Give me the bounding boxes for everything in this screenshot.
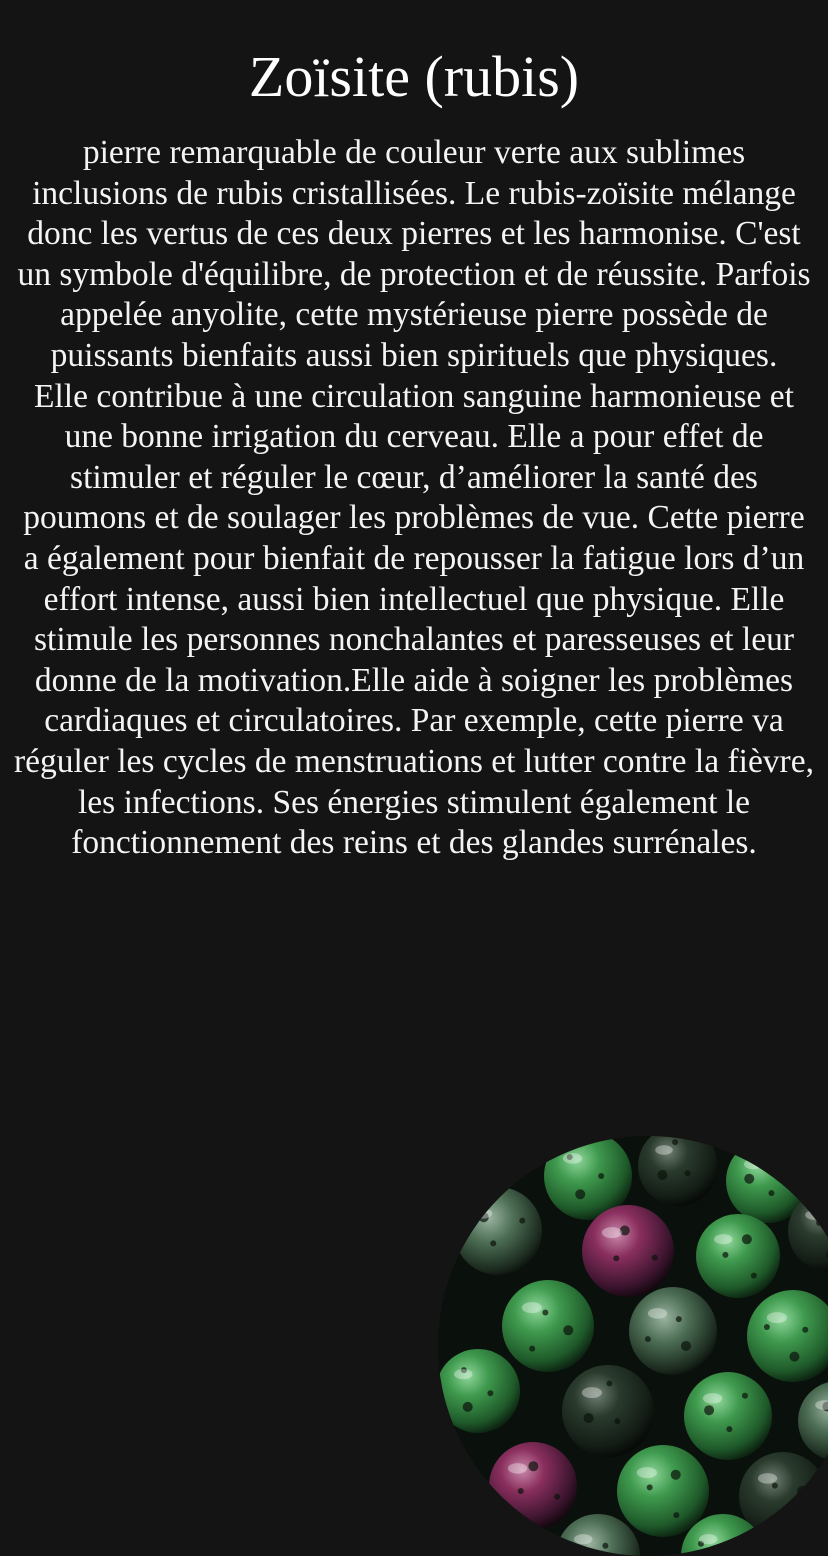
bead-inclusion [742, 1393, 748, 1399]
bead-highlight [454, 1369, 472, 1379]
bead-inclusion [768, 1190, 774, 1196]
bead-inclusion [673, 1512, 679, 1518]
bead-highlight [703, 1393, 722, 1404]
bead-highlight [473, 1208, 492, 1219]
bead-inclusion [465, 1521, 471, 1527]
paragraph-benefits: Elle contribue à une circulation sanguine harmonieuse et une bonne irrigation du cerveau. Elle a pour effet de stimuler et réguler le cœur, d’améliorer la santé des poumons et de soulager les problèmes de vue. Cette pierre a également pour bienfait de repousser la fatigue lors d’un effort intense, aussi bien intellectuel que physique. Elle stimule les personnes nonchalantes et paresseuses et leur donne de la motivation.Elle aide à soigner les problèmes cardiaques et circulatoires. Par exemple, cette pierre va réguler les cycles de menstruations et lutter contre la fièvre, les infections. Ses énergies stimulent également le fonctionnement des reins et des glandes surrénales. [14, 377, 814, 862]
bead-highlight [574, 1534, 592, 1544]
bead-inclusion [789, 1352, 799, 1362]
beads-illustration [438, 1136, 828, 1556]
bead [438, 1349, 520, 1433]
bead-highlight [508, 1463, 527, 1474]
bead-inclusion [681, 1341, 691, 1351]
bead-highlight [637, 1467, 657, 1478]
bead-highlight [714, 1234, 732, 1244]
bead [696, 1214, 780, 1298]
bead-inclusion [722, 1252, 728, 1258]
bead-highlight [815, 1525, 828, 1535]
bead-inclusion [671, 1470, 681, 1480]
bead-highlight [744, 1159, 762, 1169]
bead-inclusion [518, 1488, 524, 1494]
paragraph-intro: pierre remarquable de couleur verte aux sublimes inclusions de rubis cristallisées. Le rubis-zoïsite mélange donc les vertus de ces deux pierres et les harmonise. C'est un symbole d'équilibre, de protection et de réussite. Parfois appelée anyolite, cette mystérieuse pierre possède de puissants bienfaits aussi bien spirituels que physiques. [17, 134, 811, 374]
ruby-zoisite-beads-image [438, 1136, 828, 1556]
bead-inclusion [542, 1309, 548, 1315]
bead-inclusion [672, 1139, 678, 1145]
bead [582, 1205, 674, 1297]
bead-highlight [699, 1534, 717, 1544]
bead-highlight [563, 1153, 582, 1164]
bead-inclusion [614, 1418, 620, 1424]
bead [562, 1365, 654, 1457]
bead-highlight [648, 1308, 667, 1319]
bead-inclusion [554, 1494, 560, 1500]
bead-inclusion [528, 1461, 538, 1471]
bead-inclusion [647, 1484, 653, 1490]
bead [617, 1445, 709, 1537]
bead-inclusion [645, 1336, 651, 1342]
bead-inclusion [657, 1170, 667, 1180]
description-text [14, 133, 814, 864]
bead-inclusion [704, 1405, 714, 1415]
bead [438, 1496, 508, 1556]
bead-highlight [655, 1145, 673, 1155]
bead-highlight [445, 1515, 463, 1525]
bead-inclusion [732, 1549, 738, 1555]
bead-highlight [582, 1387, 602, 1398]
bead-inclusion [778, 1156, 784, 1162]
bead-inclusion [529, 1346, 535, 1352]
bead-inclusion [685, 1170, 691, 1176]
bead-highlight [602, 1227, 622, 1238]
bead [489, 1442, 577, 1530]
bead-inclusion [598, 1173, 604, 1179]
bead-inclusion [563, 1325, 573, 1335]
bead-inclusion [487, 1390, 493, 1396]
bead-inclusion [448, 1550, 454, 1556]
bead-inclusion [602, 1543, 608, 1549]
bead-inclusion [490, 1240, 496, 1246]
bead [454, 1187, 542, 1275]
bead [502, 1280, 594, 1372]
bead-inclusion [751, 1273, 757, 1279]
bead [629, 1287, 717, 1375]
bead-inclusion [575, 1189, 585, 1199]
bead-inclusion [776, 1519, 782, 1525]
page-title: Zoïsite (rubis) [248, 44, 580, 109]
bead-inclusion [742, 1234, 752, 1244]
bead-inclusion [816, 1220, 822, 1226]
bead-inclusion [772, 1483, 778, 1489]
bead-inclusion [802, 1327, 808, 1333]
bead-inclusion [519, 1218, 525, 1224]
bead-inclusion [797, 1486, 807, 1496]
bead-inclusion [652, 1255, 658, 1261]
bead-inclusion [764, 1324, 770, 1330]
bead-inclusion [606, 1380, 612, 1386]
bead [798, 1506, 828, 1556]
bead-inclusion [726, 1426, 732, 1432]
bead-highlight [805, 1210, 823, 1220]
bead-highlight [767, 1312, 787, 1323]
bead-inclusion [744, 1174, 754, 1184]
bead-inclusion [676, 1316, 682, 1322]
bead-inclusion [463, 1402, 473, 1412]
bead [684, 1372, 772, 1460]
bead-inclusion [584, 1413, 594, 1423]
bead-highlight [758, 1473, 777, 1484]
bead-inclusion [480, 1538, 490, 1548]
bead-inclusion [613, 1255, 619, 1261]
bead-highlight [522, 1302, 542, 1313]
